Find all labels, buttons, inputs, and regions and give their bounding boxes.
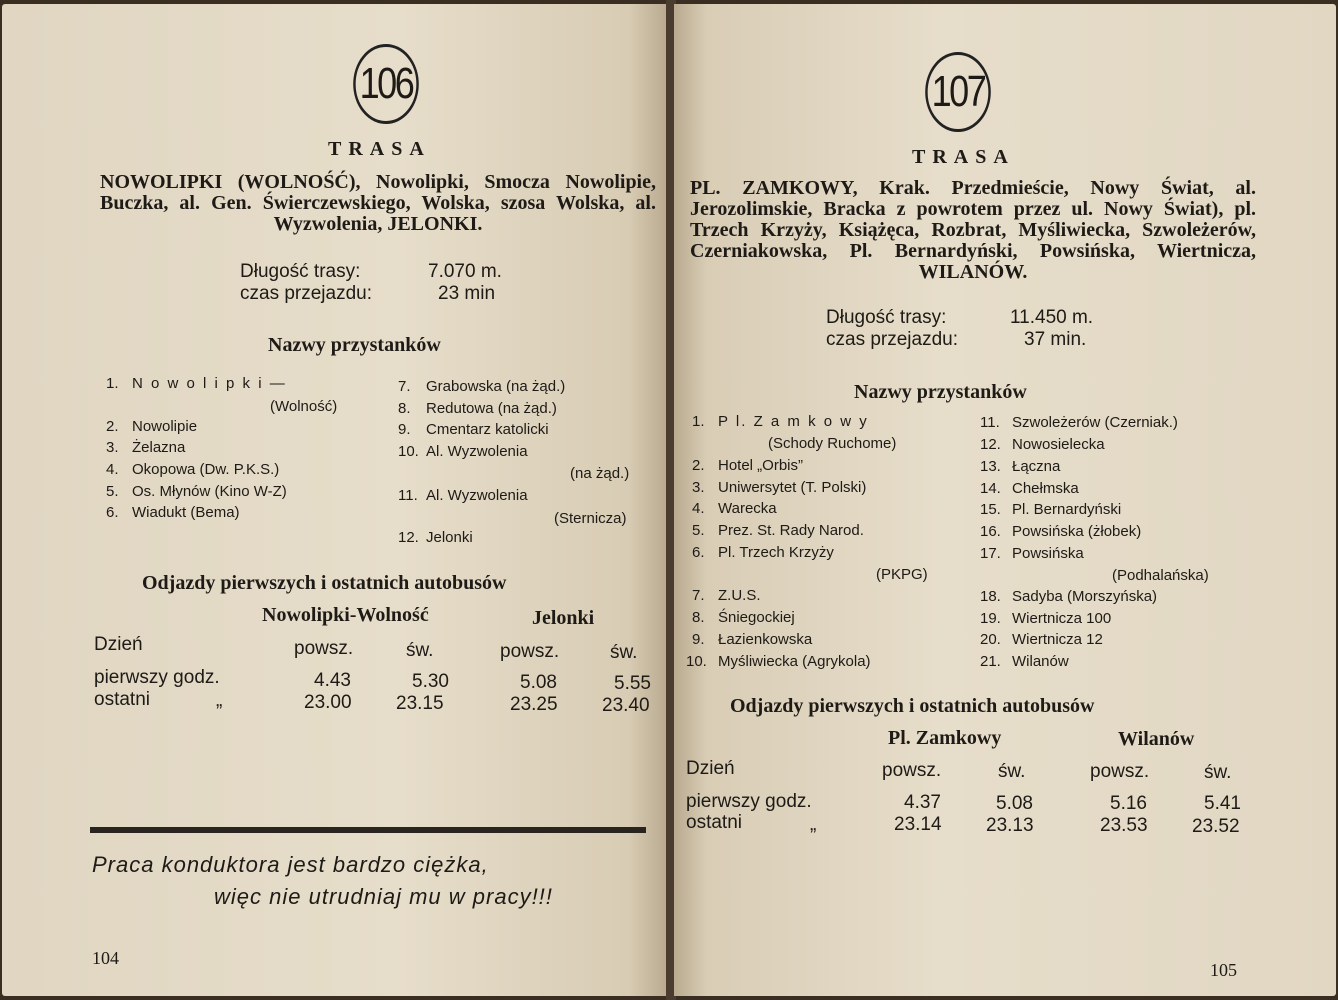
page-number: 105 [1210, 960, 1237, 980]
stop-item: 2. Nowolipie [106, 418, 198, 435]
time-cell: 5.30 [412, 671, 449, 692]
weekday-header: powsz. [882, 760, 942, 781]
route-number-badge [353, 44, 419, 124]
stop-item: 5. Os. Młynów (Kino W-Z) [106, 483, 287, 500]
length-label: Długość trasy: [826, 307, 947, 328]
terminal-b: Wilanów [1118, 728, 1195, 750]
time-cell: 5.55 [614, 673, 651, 694]
length-label: Długość trasy: [240, 261, 361, 282]
route-description: NOWOLIPKI (WOLNOŚĆ), Nowolipki, Smocza Nowolipie, Buczka, al. Gen. Świerczewskiego, Wolska, szosa Wolska, al. Wyzwolenia, JELONKI. [100, 171, 656, 235]
time-value: 23 min [438, 283, 496, 304]
stop-item: 14. Chełmska [980, 480, 1079, 497]
stop-item: 13. Łączna [980, 458, 1061, 475]
length-value: 11.450 m. [1010, 307, 1094, 328]
ditto-mark: „ [810, 814, 817, 835]
holiday-header: św. [1204, 762, 1232, 783]
stop-item: (Wolność) [270, 398, 338, 415]
stop-item: 11. Al. Wyzwolenia [398, 487, 528, 504]
stop-item: 3. Żelazna [106, 439, 186, 456]
trasa-label: TRASA [912, 146, 1015, 168]
first-label: pierwszy godz. [94, 667, 220, 688]
page-number: 104 [92, 948, 119, 968]
time-value: 37 min. [1024, 329, 1087, 350]
holiday-header: św. [406, 640, 434, 661]
time-cell: 4.43 [314, 670, 351, 691]
holiday-header: św. [610, 642, 638, 663]
length-value: 7.070 m. [428, 261, 502, 282]
stop-item: 9. Cmentarz katolicki [398, 421, 549, 438]
ditto-mark: „ [216, 690, 223, 711]
trasa-label: TRASA [328, 138, 431, 160]
stops-heading: Nazwy przystanków [268, 334, 441, 356]
route-number: 107 [931, 67, 985, 116]
note-line-1: Praca konduktora jest bardzo ciężka, [92, 852, 489, 877]
stop-item: (PKPG) [876, 566, 928, 583]
stop-item: 1. P l. Z a m k o w y [692, 413, 869, 430]
time-cell: 23.25 [510, 694, 558, 715]
time-cell: 23.00 [304, 692, 352, 713]
day-label: Dzień [686, 758, 735, 779]
time-label: czas przejazdu: [240, 283, 373, 304]
stop-item: 15. Pl. Bernardyński [980, 501, 1122, 518]
time-cell: 23.52 [1192, 816, 1240, 837]
time-cell: 4.37 [904, 792, 941, 813]
stop-item: 8. Śniegockiej [692, 609, 795, 626]
stop-item: 8. Redutowa (na żąd.) [398, 400, 557, 417]
weekday-header: powsz. [500, 641, 560, 662]
terminal-b: Jelonki [532, 607, 595, 629]
time-cell: 5.16 [1110, 793, 1147, 814]
right-page [674, 4, 1336, 996]
terminal-a: Nowolipki-Wolność [262, 604, 429, 626]
stop-item: 5. Prez. St. Rady Narod. [692, 522, 864, 539]
stop-item: 12. Nowosielecka [980, 436, 1105, 453]
stop-item: 10. Myśliwiecka (Agrykola) [686, 653, 871, 670]
first-label: pierwszy godz. [686, 791, 812, 812]
weekday-header: powsz. [1090, 761, 1150, 782]
holiday-header: św. [998, 761, 1026, 782]
time-cell: 23.40 [602, 695, 650, 716]
stop-item: 20. Wiertnicza 12 [980, 631, 1103, 648]
time-cell: 23.13 [986, 815, 1034, 836]
left-page [2, 4, 668, 996]
stop-item: 4. Okopowa (Dw. P.K.S.) [106, 461, 280, 478]
stop-item: 7. Grabowska (na żąd.) [398, 378, 566, 395]
stop-item: (Podhalańska) [1112, 567, 1209, 584]
stop-item: 12. Jelonki [398, 529, 473, 546]
route-description: PL. ZAMKOWY, Krak. Przedmieście, Nowy Świat, al. Jerozolimskie, Bracka z powrotem przez ul. Nowy Świat), pl. Trzech Krzyży, Książęca, Rozbrat, Myśliwiecka, Szwoleżerów, Czerniakowska, Pl. Bernardyński, Powsińska, Wiertnicza, WILANÓW. [690, 177, 1256, 283]
stop-item: 18. Sadyba (Morszyńska) [980, 588, 1158, 605]
stop-item: (na żąd.) [570, 465, 630, 482]
stop-item: 6. Wiadukt (Bema) [106, 504, 240, 521]
day-label: Dzień [94, 634, 143, 655]
stop-item: 6. Pl. Trzech Krzyży [692, 544, 834, 561]
time-cell: 5.41 [1204, 793, 1241, 814]
time-cell: 23.53 [1100, 815, 1148, 836]
stop-item: 11. Szwoleżerów (Czerniak.) [980, 414, 1178, 431]
route-number: 106 [359, 59, 413, 108]
time-cell: 23.15 [396, 693, 444, 714]
divider-rule [90, 827, 646, 833]
stop-item: 21. Wilanów [980, 653, 1069, 670]
stop-item: (Sternicza) [554, 510, 627, 527]
note-line-2: więc nie utrudniaj mu w pracy!!! [214, 884, 553, 909]
time-cell: 5.08 [996, 793, 1033, 814]
route-number-badge [925, 52, 991, 132]
time-cell: 5.08 [520, 672, 557, 693]
stop-item: 7. Z.U.S. [692, 587, 761, 604]
last-label: ostatni [94, 689, 150, 710]
last-label: ostatni [686, 812, 742, 833]
time-cell: 23.14 [894, 814, 942, 835]
stops-heading: Nazwy przystanków [854, 381, 1027, 403]
weekday-header: powsz. [294, 638, 354, 659]
time-label: czas przejazdu: [826, 329, 959, 350]
stop-item: 9. Łazienkowska [692, 631, 813, 648]
stop-item: 16. Powsińska (żłobek) [980, 523, 1142, 540]
stop-item: 2. Hotel „Orbis” [692, 457, 804, 474]
stop-item: 3. Uniwersytet (T. Polski) [692, 479, 867, 496]
stop-item: 1. N o w o l i p k i — [106, 375, 287, 392]
stop-item: 17. Powsińska [980, 545, 1084, 562]
terminal-a: Pl. Zamkowy [888, 727, 1002, 749]
departures-heading: Odjazdy pierwszych i ostatnich autobusów [730, 695, 1095, 717]
stop-item: 10. Al. Wyzwolenia [398, 443, 528, 460]
stop-item: 4. Warecka [692, 500, 777, 517]
stop-item: (Schody Ruchome) [768, 435, 897, 452]
departures-heading: Odjazdy pierwszych i ostatnich autobusów [142, 572, 507, 594]
stop-item: 19. Wiertnicza 100 [980, 610, 1112, 627]
